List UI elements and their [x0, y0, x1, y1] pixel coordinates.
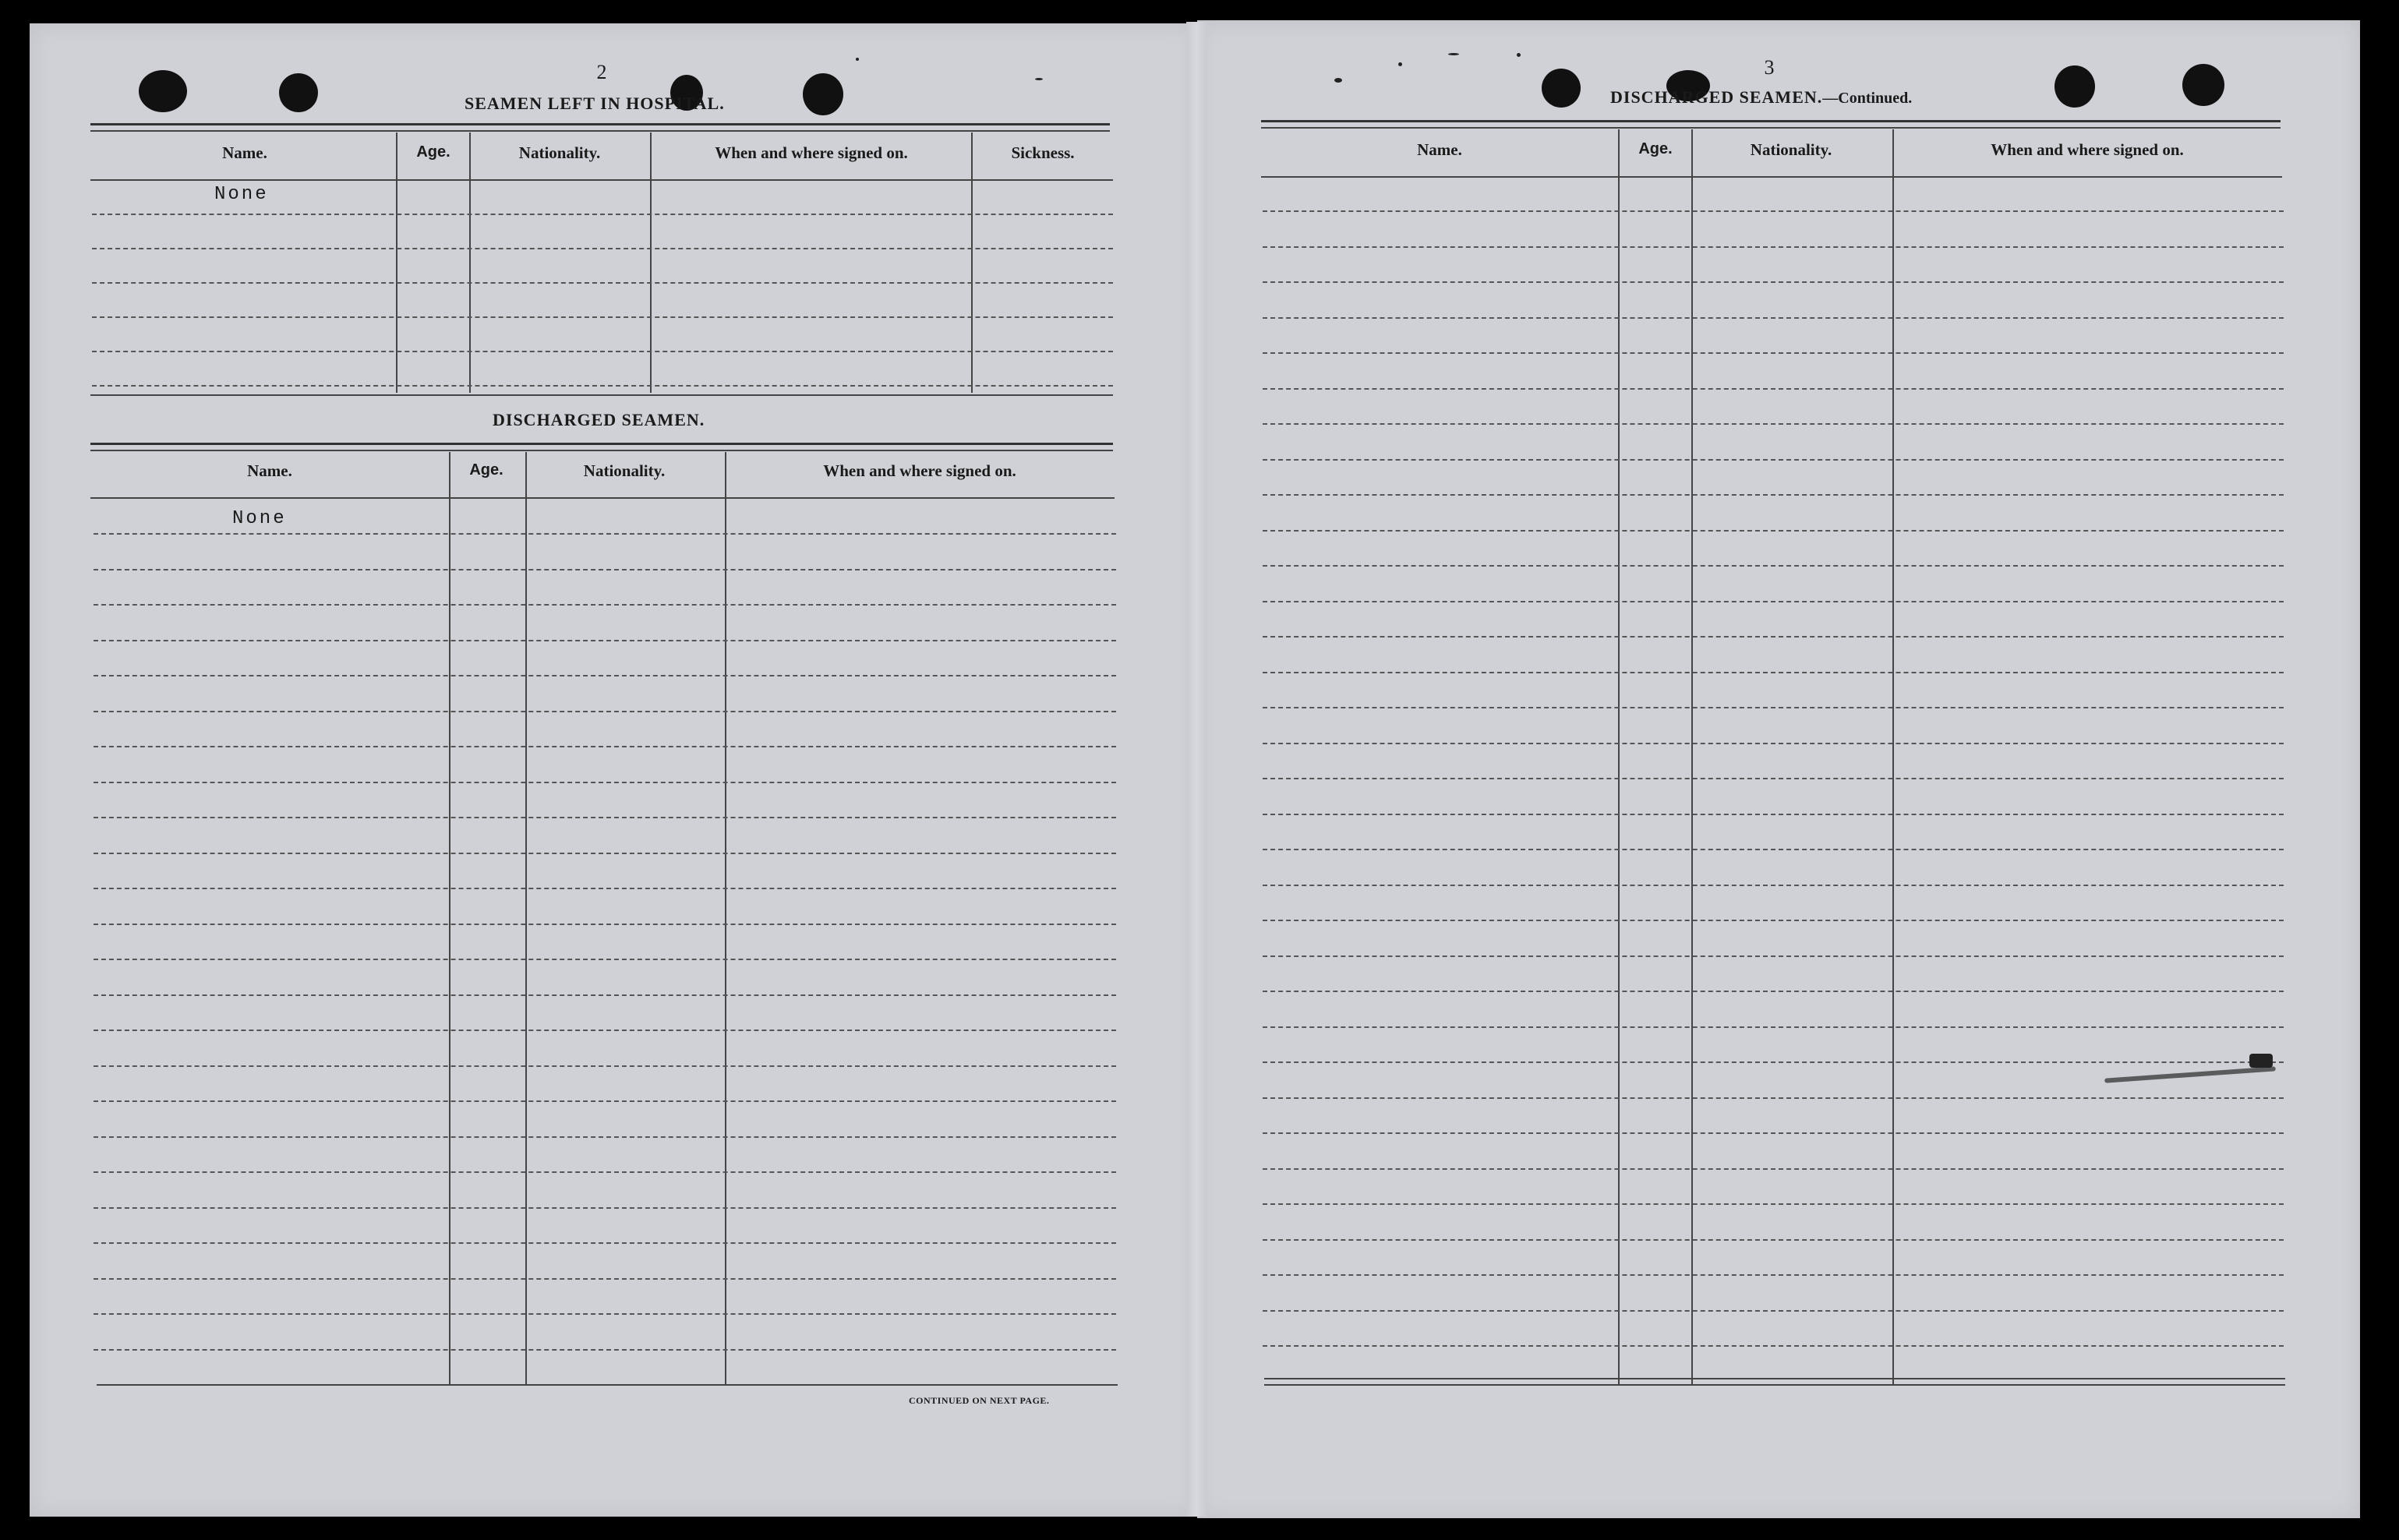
column-divider	[650, 132, 652, 393]
column-header-age: Age.	[469, 461, 503, 479]
column-header-signed-on: When and where signed on.	[715, 143, 908, 162]
column-header-nationality: Nationality.	[583, 461, 666, 480]
column-header-name: Name.	[1417, 140, 1462, 159]
row-line	[1263, 1026, 2284, 1028]
column-header-name: Name.	[222, 143, 267, 162]
right-page	[1197, 20, 2360, 1518]
column-divider	[725, 452, 726, 1386]
row-line	[1263, 565, 2284, 567]
column-header-nationality: Nationality.	[1750, 140, 1832, 159]
rule	[1264, 1384, 2285, 1386]
row-line	[94, 675, 1116, 676]
speck	[2249, 1054, 2273, 1068]
row-line	[1263, 601, 2284, 602]
row-line	[94, 1313, 1116, 1315]
row-line	[1263, 1310, 2284, 1312]
row-line	[1263, 707, 2284, 708]
row-line	[94, 533, 1116, 535]
column-divider	[525, 452, 527, 1386]
row-line	[94, 1242, 1116, 1244]
row-line	[92, 214, 1113, 215]
row-line	[94, 817, 1116, 818]
row-line	[94, 1278, 1116, 1280]
row-line	[1263, 849, 2284, 850]
rule	[90, 394, 1113, 396]
speck	[1398, 62, 1402, 66]
column-divider	[449, 452, 450, 1386]
rule	[1261, 120, 2281, 122]
row-line	[94, 1030, 1116, 1031]
row-line	[94, 569, 1116, 570]
row-line	[1263, 530, 2284, 532]
page-number: 2	[596, 61, 607, 83]
section-title-discharged-continued	[1610, 87, 1912, 108]
row-line	[94, 888, 1116, 889]
row-line	[1263, 352, 2284, 354]
row-line	[1263, 955, 2284, 957]
punch-hole	[279, 73, 318, 112]
row-line	[94, 853, 1116, 854]
row-line	[1263, 494, 2284, 496]
column-header-signed-on: When and where signed on.	[1991, 140, 2184, 159]
row-line	[94, 1207, 1116, 1209]
section-title-suffix: —Continued.	[1822, 90, 1913, 107]
column-header-name: Name.	[247, 461, 292, 480]
row-line	[94, 711, 1116, 712]
speck	[1517, 53, 1521, 57]
page-number: 3	[1764, 56, 1775, 79]
punch-hole	[2182, 64, 2224, 106]
column-divider	[396, 132, 397, 393]
header-rule	[90, 179, 1113, 181]
row-line	[1263, 210, 2284, 212]
punch-hole	[1542, 69, 1581, 108]
page-fold	[1186, 22, 1207, 1517]
rule	[90, 123, 1110, 125]
row-line	[94, 1171, 1116, 1173]
row-line	[1263, 281, 2284, 283]
column-header-nationality: Nationality.	[518, 143, 601, 162]
row-line	[1263, 1097, 2284, 1099]
punch-hole	[2055, 65, 2095, 108]
row-line	[1263, 459, 2284, 461]
row-line	[1263, 743, 2284, 744]
column-divider	[971, 132, 973, 393]
header-rule	[90, 497, 1115, 499]
discharged-entry-text: None	[232, 508, 287, 529]
row-line	[1263, 778, 2284, 779]
row-line	[1263, 246, 2284, 248]
row-line	[1263, 1168, 2284, 1170]
row-line	[1263, 1274, 2284, 1276]
column-header-age: Age.	[1638, 140, 1673, 157]
row-line	[1263, 1239, 2284, 1241]
row-line	[92, 385, 1113, 387]
row-line	[1263, 1203, 2284, 1205]
column-header-sickness: Sickness.	[1011, 143, 1075, 162]
rule	[97, 1384, 1118, 1386]
row-line	[94, 640, 1116, 641]
punch-hole	[139, 70, 187, 112]
column-header-signed-on: When and where signed on.	[823, 461, 1016, 480]
row-line	[92, 282, 1113, 284]
row-line	[94, 1065, 1116, 1067]
row-line	[1263, 1345, 2284, 1347]
row-line	[1263, 1061, 2284, 1063]
rule	[90, 443, 1113, 445]
row-line	[94, 1349, 1116, 1351]
row-line	[94, 746, 1116, 747]
row-line	[94, 1100, 1116, 1102]
row-line	[1263, 423, 2284, 425]
speck	[1035, 78, 1043, 80]
rule	[1264, 1378, 2285, 1379]
continued-note: CONTINUED ON NEXT PAGE.	[909, 1395, 1050, 1406]
row-line	[1263, 920, 2284, 921]
row-line	[1263, 991, 2284, 992]
rule	[90, 450, 1113, 451]
speck	[1448, 53, 1459, 55]
row-line	[1263, 814, 2284, 815]
row-line	[1263, 672, 2284, 673]
row-line	[1263, 388, 2284, 390]
rule	[90, 130, 1110, 132]
row-line	[94, 924, 1116, 925]
rule	[1261, 127, 2281, 129]
section-title-text: DISCHARGED SEAMEN.	[1610, 87, 1823, 107]
row-line	[94, 782, 1116, 783]
row-line	[1263, 317, 2284, 319]
speck	[856, 58, 859, 61]
punch-hole	[803, 73, 843, 115]
row-line	[94, 959, 1116, 960]
row-line	[1263, 885, 2284, 886]
header-rule	[1261, 176, 2282, 178]
row-line	[92, 316, 1113, 318]
row-line	[94, 1136, 1116, 1138]
column-divider	[469, 132, 471, 393]
section-title-discharged: DISCHARGED SEAMEN.	[493, 410, 705, 429]
row-line	[94, 604, 1116, 606]
hospital-entry-text: None	[214, 184, 269, 205]
row-line	[94, 994, 1116, 996]
column-header-age: Age.	[416, 143, 450, 161]
row-line	[92, 248, 1113, 249]
row-line	[92, 351, 1113, 352]
row-line	[1263, 636, 2284, 638]
speck	[1334, 78, 1342, 83]
section-title-hospital: SEAMEN LEFT IN HOSPITAL.	[465, 94, 725, 113]
row-line	[1263, 1132, 2284, 1134]
